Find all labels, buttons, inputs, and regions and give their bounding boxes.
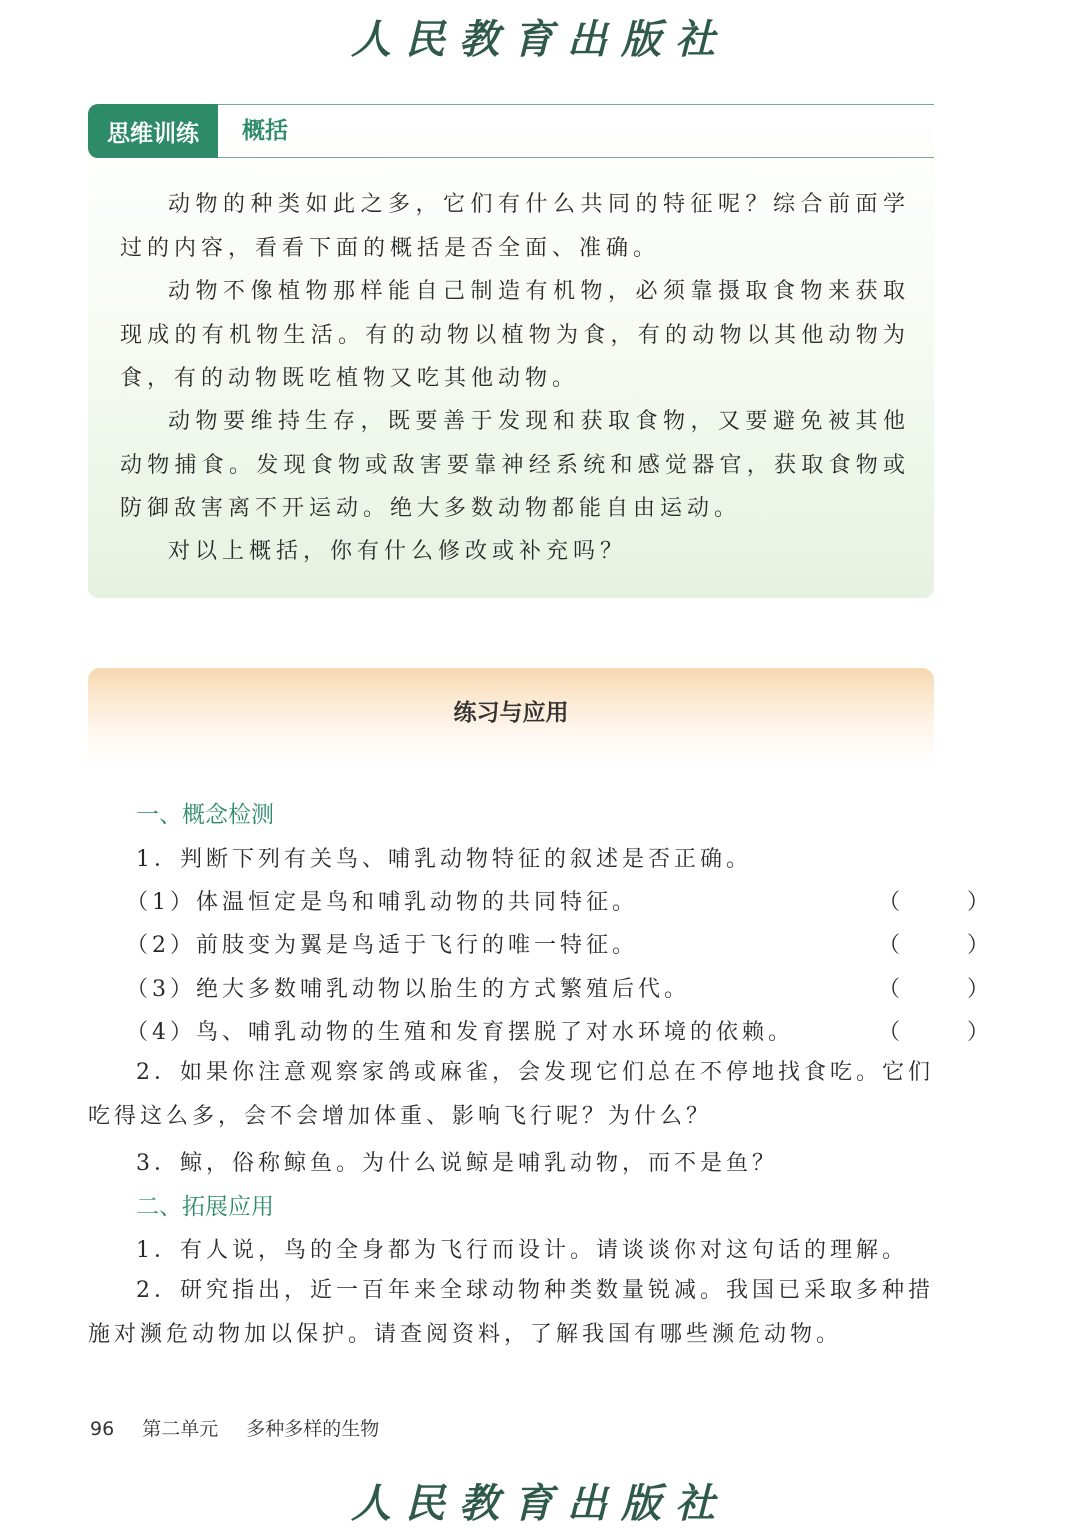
publisher-watermark-top: 人民教育出版社	[351, 16, 729, 63]
thinking-paragraph-1: 动物的种类如此之多，它们有什么共同的特征呢？综合前面学过的内容，看看下面的概括是否全面、准确。	[120, 192, 910, 261]
box-rule-bottom	[218, 157, 934, 158]
section-heading-extension: 二、拓展应用	[136, 1194, 274, 1220]
page-footer	[90, 1414, 401, 1441]
question-1: 1．判断下列有关鸟、哺乳动物特征的叙述是否正确。	[136, 847, 752, 872]
extension-question-1: 1．有人说，鸟的全身都为飞行而设计。请谈谈你对这句话的理解。	[136, 1238, 908, 1263]
extension-question-2: 2．研究指出，近一百年来全球动物种类数量锐减。我国已采取多种措施对濒危动物加以保护。请查阅资料，了解我国有哪些濒危动物。	[88, 1278, 934, 1347]
answer-blank-4: （ ）	[878, 1020, 1019, 1045]
answer-blank-2: （ ）	[878, 933, 1019, 958]
unit-title: 多种多样的生物	[246, 1418, 380, 1440]
box-rule-top	[218, 104, 934, 105]
question-3: 3．鲸，俗称鲸鱼。为什么说鲸是哺乳动物，而不是鱼？	[136, 1151, 778, 1176]
practice-title: 练习与应用	[453, 700, 569, 726]
judgment-item-1: （1）体温恒定是鸟和哺乳动物的共同特征。	[126, 890, 638, 915]
answer-blank-3: （ ）	[878, 977, 1019, 1002]
judgment-item-2: （2）前肢变为翼是鸟适于飞行的唯一特征。	[126, 933, 638, 958]
unit-label: 第二单元	[142, 1418, 219, 1440]
question-2: 2．如果你注意观察家鸽或麻雀，会发现它们总在不停地找食吃。它们吃得这么多，会不会增加体重、影响飞行呢？为什么？	[88, 1060, 934, 1129]
answer-blank-1: （ ）	[878, 890, 1019, 915]
section-heading-concept-check: 一、概念检测	[136, 802, 274, 828]
thinking-training-tab: 思维训练	[88, 104, 218, 158]
publisher-watermark-bottom: 人民教育出版社	[351, 1480, 729, 1527]
thinking-training-title: 概括	[242, 118, 288, 144]
thinking-paragraph-2: 动物不像植物那样能自己制造有机物，必须靠摄取食物来获取现成的有机物生活。有的动物以植物为食，有的动物以其他动物为食，有的动物既吃植物又吃其他动物。	[120, 279, 910, 391]
judgment-item-4: （4）鸟、哺乳动物的生殖和发育摆脱了对水环境的依赖。	[126, 1020, 794, 1045]
judgment-item-3: （3）绝大多数哺乳动物以胎生的方式繁殖后代。	[126, 977, 690, 1002]
thinking-paragraph-3: 动物要维持生存，既要善于发现和获取食物，又要避免被其他动物捕食。发现食物或敌害要靠神经系统和感觉器官，获取食物或防御敌害离不开运动。绝大多数动物都能自由运动。	[120, 409, 910, 521]
thinking-paragraph-4: 对以上概括，你有什么修改或补充吗？	[168, 539, 628, 564]
page-number: 96	[90, 1418, 115, 1440]
